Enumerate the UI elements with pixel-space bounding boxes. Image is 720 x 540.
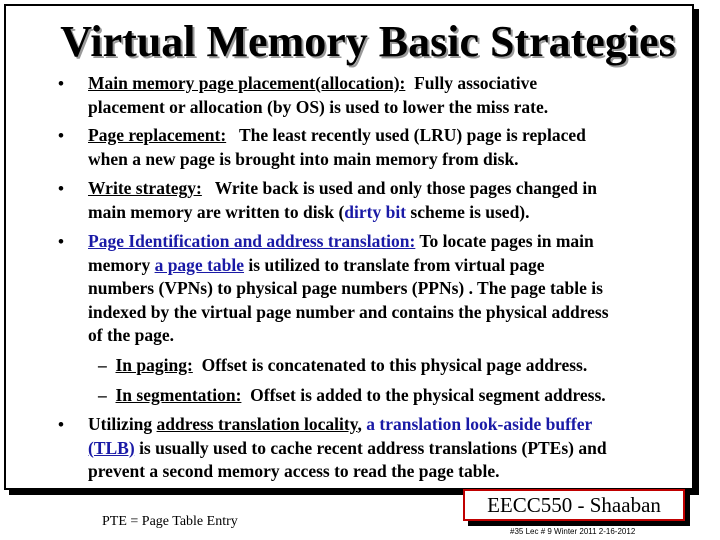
bullet-text: Utilizing [88,414,157,434]
footer-note: PTE = Page Table Entry [102,514,238,529]
bullet-text: when a new page is brought into main memory from disk. [88,148,519,169]
bullet-identification [88,230,688,348]
bullet-lead: Page Identification and address translation: [88,231,416,251]
bullet-text: is utilized to translate from virtual page [244,254,545,275]
bullet-marker: • [58,126,64,145]
sub-bullet-paging [98,354,688,378]
dash-marker: – [98,385,107,405]
bullet-replacement [88,124,688,171]
bullet-lead: Write strategy: [88,178,202,198]
bullet-marker: • [58,232,64,251]
course-badge: EECC550 - Shaaban [463,489,685,521]
bullet-lead: Page replacement: [88,125,227,145]
bullet-text: The least recently used (LRU) page is replaced [238,125,586,145]
slide-title: Virtual Memory Basic Strategies [60,17,676,66]
bullet-text: numbers (VPNs) to physical page numbers (PPNs) . The page table is [88,278,603,298]
bullet-marker: • [58,415,64,434]
dirty-bit-term: dirty bit [344,201,407,222]
bullet-text: memory [88,254,155,275]
bullet-text: , [357,414,367,434]
bullet-text: placement or allocation (by OS) is used to lower the miss rate. [88,96,549,117]
bullet-lead: Main memory page placement(allocation): [88,73,406,93]
sub-bullet-text: Offset is concatenated to this physical page address. [201,355,588,375]
bullet-text: Write back is used and only those pages changed in [214,178,598,198]
sub-bullet-segmentation [98,384,688,408]
bullet-text: of the page. [88,325,175,345]
sub-bullet-lead: In paging: [115,355,193,375]
bullet-marker: • [58,179,64,198]
bullet-text: To locate pages in main [419,231,594,251]
tlb-term: a translation look-aside buffer [366,414,593,434]
page-table-term: a page table [154,254,245,275]
sub-bullet-text: Offset is added to the physical segment address. [250,385,606,405]
bullet-text: scheme is used). [406,201,530,222]
bullet-tlb [88,413,688,484]
bullet-placement [88,72,688,119]
sub-bullet-lead: In segmentation: [115,385,242,405]
bullet-write-strategy [88,177,688,224]
locality-term: address translation locality [156,414,358,434]
bullet-text: prevent a second memory access to read the page table. [88,461,500,481]
bullet-text: indexed by the virtual page number and contains the physical address [88,301,609,322]
slide-number-info: #35 Lec # 9 Winter 2011 2-16-2012 [510,527,636,536]
dash-marker: – [98,355,107,375]
bullet-marker: • [58,74,64,93]
bullet-text: is usually used to cache recent address translations (PTEs) and [134,437,607,458]
bullet-text: Fully associative [414,73,538,93]
bullet-text: main memory are written to disk ( [88,201,345,222]
tlb-abbrev: (TLB) [88,437,135,458]
